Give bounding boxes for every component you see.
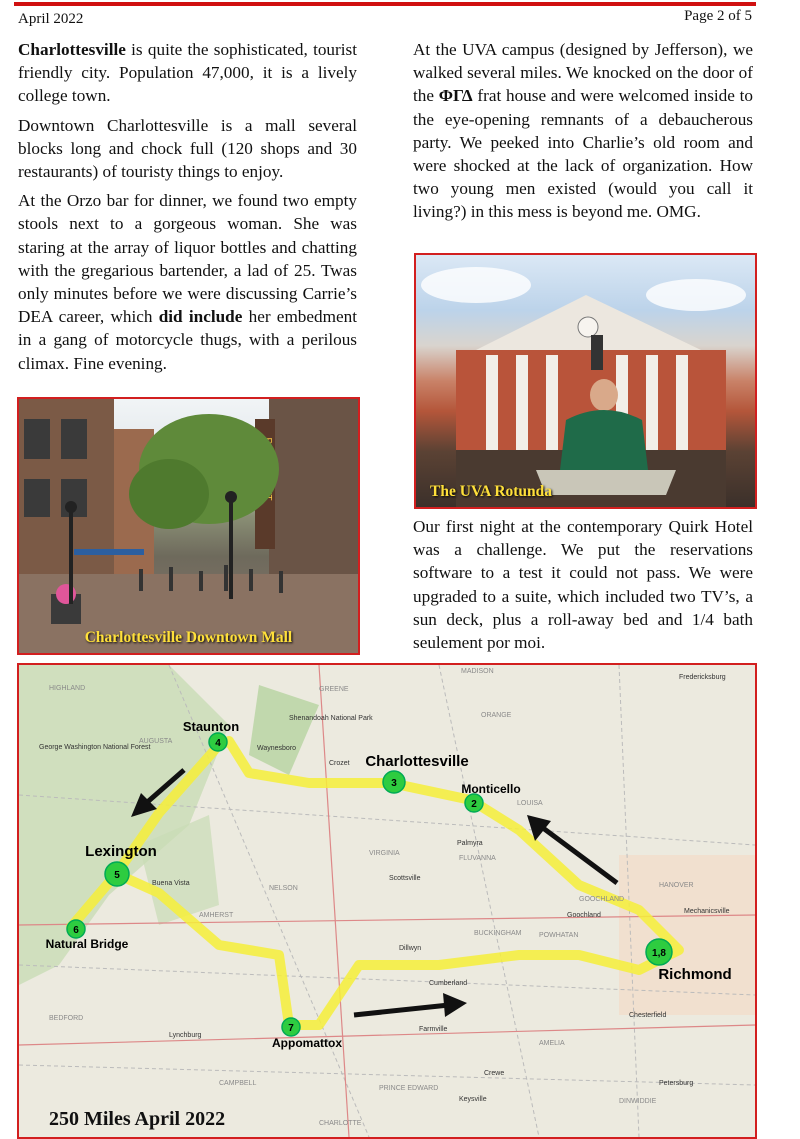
place-mechanicsville: Mechanicsville bbox=[684, 908, 730, 915]
page-number: Page 2 of 5 bbox=[684, 8, 752, 24]
stop-label-appomattox: Appomattox bbox=[272, 1036, 342, 1050]
region-amelia: AMELIA bbox=[539, 1040, 565, 1047]
region-bedford: BEDFORD bbox=[49, 1015, 84, 1022]
stop-label-natural-bridge: Natural Bridge bbox=[45, 937, 129, 951]
region-greene: GREENE bbox=[319, 686, 349, 693]
place-crewe: Crewe bbox=[484, 1070, 505, 1077]
map-title: 250 Miles April 2022 bbox=[49, 1108, 226, 1130]
issue-date: April 2022 bbox=[18, 11, 84, 27]
region-dinwiddie: DINWIDDIE bbox=[619, 1098, 657, 1105]
region-madison: MADISON bbox=[461, 668, 494, 675]
place-dillwyn: Dillwyn bbox=[399, 945, 422, 952]
region-nelson: NELSON bbox=[269, 885, 298, 892]
region-amherst: AMHERST bbox=[199, 912, 234, 919]
region-augusta: AUGUSTA bbox=[139, 738, 173, 745]
stop-label-monticello: Monticello bbox=[461, 782, 521, 796]
place-buena-vista: Buena Vista bbox=[152, 880, 190, 887]
stop-number-7: 7 bbox=[288, 1023, 294, 1034]
stop-number-6: 6 bbox=[73, 925, 79, 936]
region-highland: HIGHLAND bbox=[49, 685, 86, 692]
rotunda-illustration bbox=[416, 255, 755, 507]
route-map bbox=[17, 663, 757, 1139]
region-orange: ORANGE bbox=[481, 712, 512, 719]
place-scottsville: Scottsville bbox=[389, 875, 421, 882]
right-column-bottom bbox=[413, 515, 753, 660]
region-fluvanna: FLUVANNA bbox=[459, 855, 496, 862]
place-shenandoah: Shenandoah National Park bbox=[289, 715, 373, 722]
header-rule bbox=[14, 2, 756, 6]
paragraph-charlottesville: Charlottesville is quite the sophisticated, tourist friendly city. Population 47,000, it is a lively college town. bbox=[18, 40, 357, 106]
region-goochland: GOOCHLAND bbox=[579, 896, 625, 903]
place-gw-forest: George Washington National Forest bbox=[39, 744, 151, 751]
stop-number-1-8: 1,8 bbox=[652, 948, 666, 959]
place-petersburg: Petersburg bbox=[659, 1080, 694, 1087]
region-powhatan: POWHATAN bbox=[539, 932, 579, 939]
place-lynchburg: Lynchburg bbox=[169, 1032, 202, 1039]
place-keysville: Keysville bbox=[459, 1096, 487, 1103]
left-column bbox=[18, 38, 357, 381]
stop-label-staunton: Staunton bbox=[182, 719, 240, 734]
right-column-top bbox=[413, 38, 753, 230]
paragraph-quirk-hotel: Our first night at the contemporary Quirk Hotel was a challenge. We put the reservations software to a test it could not pass. We were upgraded to a suite, which included two TV’s, a sun deck, plus a roll-away bed and 1/4 bath seulement por moi. bbox=[413, 517, 753, 653]
paragraph-downtown: Downtown Charlottesville is a mall several blocks long and chock full (120 shops and 30 restaurants) of touristy things to enjoy. bbox=[18, 115, 357, 182]
region-prince-edward: PRINCE EDWARD bbox=[379, 1085, 439, 1092]
place-palmyra: Palmyra bbox=[457, 840, 483, 847]
place-chesterfield: Chesterfield bbox=[629, 1012, 667, 1019]
place-cumberland: Cumberland bbox=[429, 980, 468, 987]
region-louisa: LOUISA bbox=[517, 800, 543, 807]
stop-number-4: 4 bbox=[215, 738, 221, 749]
mall-illustration bbox=[19, 399, 358, 653]
stop-label-lexington: Lexington bbox=[85, 843, 157, 860]
mall-caption: Charlottesville Downtown Mall bbox=[84, 629, 293, 646]
stop-number-3: 3 bbox=[391, 778, 397, 789]
region-buckingham: BUCKINGHAM bbox=[474, 930, 522, 937]
map-graphic bbox=[19, 665, 755, 1137]
rotunda-photo bbox=[414, 253, 757, 509]
region-hanover: HANOVER bbox=[659, 882, 694, 889]
stop-label-richmond: Richmond bbox=[658, 966, 732, 983]
region-charlotte: CHARLOTTE bbox=[319, 1120, 362, 1127]
stop-number-2: 2 bbox=[471, 799, 477, 810]
place-crozet: Crozet bbox=[329, 760, 350, 767]
downtown-mall-photo bbox=[17, 397, 360, 655]
stop-label-charlottesville: Charlottesville bbox=[365, 753, 469, 770]
paragraph-uva: At the UVA campus (designed by Jefferson), we walked several miles. We knocked on the door of the ΦΓΔ frat house and were welcomed inside to the eye-opening remnants of a debaucherous party. We peeked into Charlie’s old room and were shocked at the lack of organization. How two young men existed (would you call it living?) in this mess is beyond me. OMG. bbox=[413, 40, 753, 222]
place-fredericksburg: Fredericksburg bbox=[679, 674, 726, 681]
paragraph-orzo: At the Orzo bar for dinner, we found two empty stools next to a gorgeous woman. She was staring at the array of liquor bottles and chatting with the gregarious bartender, a lad of 25. Twas only minutes before we were discussing Carrie’s DEA career, which did include her embedment in a gang of motorcycle thugs, with a perilous climax. Fine evening. bbox=[18, 191, 357, 373]
stop-number-5: 5 bbox=[114, 870, 120, 881]
region-campbell: CAMPBELL bbox=[219, 1080, 257, 1087]
place-goochland: Goochland bbox=[567, 912, 601, 919]
place-waynesboro: Waynesboro bbox=[257, 745, 297, 752]
rotunda-caption: The UVA Rotunda bbox=[430, 483, 553, 500]
region-virginia: VIRGINIA bbox=[369, 850, 400, 857]
place-farmville: Farmville bbox=[419, 1026, 448, 1033]
